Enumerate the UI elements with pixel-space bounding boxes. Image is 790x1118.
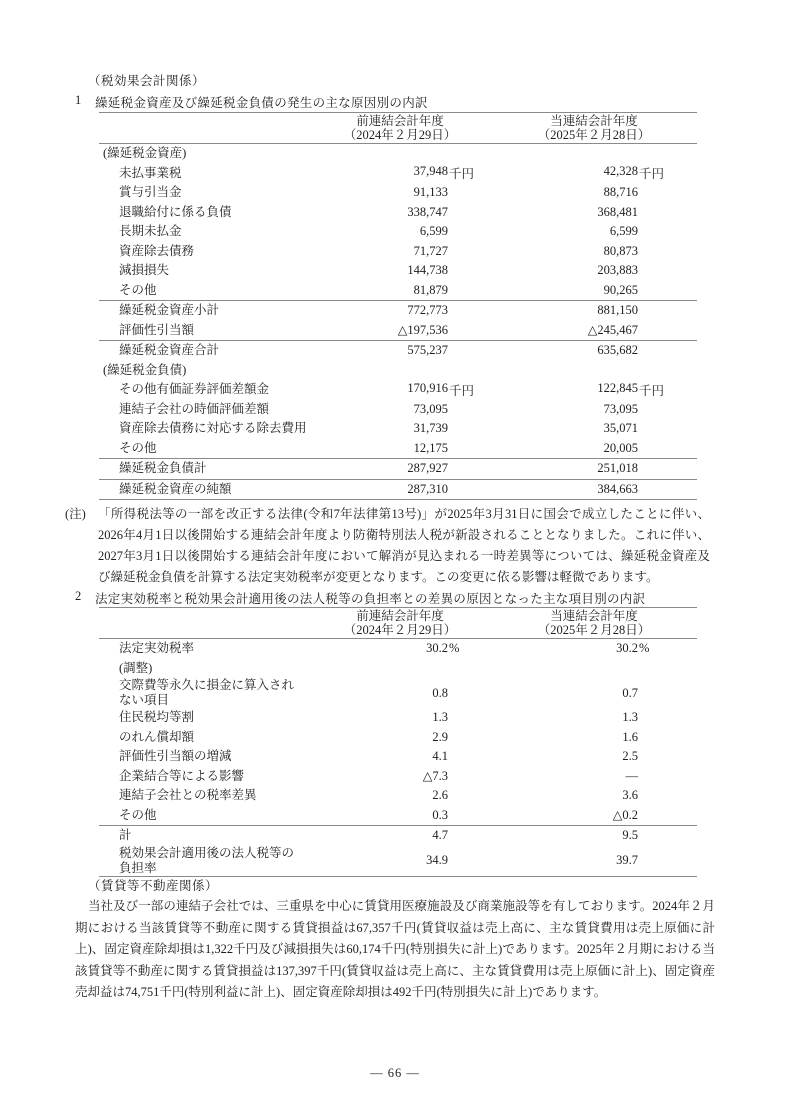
row-label: 繰延税金負債計 (119, 461, 207, 476)
tax-rate-reconciliation-table (99, 607, 697, 877)
page-number: — 66 — (370, 1066, 420, 1080)
row-label: のれん償却額 (119, 729, 195, 744)
value-unit (638, 482, 672, 497)
note-block (65, 504, 712, 588)
rental-property-paragraph: 当社及び一部の連結子会社では、三重県を中心に賃貸用医療施設及び商業施設等を有しております。2024年２月期における当該賃貸等不動産に関する賃貸損益は67,357千円(賃貸収益は売上高に、主な賃貸費用は売上原価に計上)、固定資産除却損は1,322千円及び減損損失は60,174千円(特別損失に計上)であります。2025年２月期における当該賃貸等不動産に関する賃貸損益は137,397千円(賃貸収益は売上高に、主な賃貸費用は売上原価に計上)、固定資産売却益は74,751千円(特別利益に計上)、固定資産除却損は492千円(特別損失に計上)であります。 (75, 899, 715, 999)
prior-year-value (302, 343, 482, 358)
value-number: 1.6 (622, 729, 638, 744)
prior-year-value (302, 303, 482, 318)
value-number: 12,175 (413, 440, 448, 455)
value-unit (448, 853, 482, 868)
value-unit (448, 749, 482, 764)
value-number: 635,682 (597, 343, 638, 358)
prior-year-value (302, 461, 482, 476)
prior-year-value (302, 730, 482, 745)
value-number: 37,948 (413, 164, 448, 179)
value-unit (638, 853, 672, 868)
value-number: △7.3 (422, 769, 448, 784)
section-heading-rental-property: （賃貸等不動産関係） (88, 879, 219, 893)
value-number: 39.7 (616, 853, 638, 867)
value-number: 80,873 (603, 243, 638, 258)
value-unit (638, 421, 672, 436)
value-unit (638, 769, 672, 784)
table-row (99, 380, 697, 400)
table-row (99, 786, 697, 806)
table-row (99, 767, 697, 787)
value-number: 2.5 (622, 749, 638, 764)
value-number: △0.2 (612, 808, 638, 823)
value-unit (448, 185, 482, 200)
prior-year-value (302, 853, 482, 868)
row-label: 住民税均等割 (119, 710, 195, 725)
table-row (99, 419, 697, 439)
prior-year-value (302, 244, 482, 259)
prior-year-value (302, 788, 482, 803)
current-year-value (516, 244, 672, 259)
column-header-prior-year-date: （2024年２月29日） (343, 128, 457, 142)
row-label: その他有価証券評価差額金 (119, 382, 270, 397)
value-unit (638, 828, 672, 843)
value-unit (448, 421, 482, 436)
current-year-value (516, 381, 672, 399)
prior-year-value (302, 164, 482, 182)
table-row (99, 708, 697, 728)
value-unit (638, 263, 672, 278)
table-row (99, 183, 697, 203)
value-unit: % (639, 641, 650, 656)
value-number: 287,927 (407, 461, 448, 476)
current-year-value (516, 402, 672, 417)
value-number: 81,879 (413, 282, 448, 297)
value-unit (638, 710, 672, 725)
value-number: 4.1 (432, 749, 448, 764)
value-number: 73,095 (603, 401, 638, 416)
row-label: (繰延税金負債) (103, 362, 187, 377)
value-unit (638, 283, 672, 298)
prior-year-value (302, 421, 482, 436)
column-header-current-year-date: （2025年２月28日） (537, 623, 651, 637)
table-row (99, 203, 697, 223)
value-unit (448, 244, 482, 259)
value-unit: % (449, 641, 460, 656)
row-label: (調整) (119, 660, 153, 675)
current-year-value (516, 185, 672, 200)
row-label: 計 (119, 828, 132, 843)
value-unit (448, 322, 482, 338)
value-unit (638, 788, 672, 803)
row-label: 連結子会社との税率差異 (119, 788, 257, 803)
value-unit (638, 461, 672, 476)
row-label: 減損損失 (119, 263, 170, 278)
item1-title-row (75, 93, 428, 111)
row-label: 繰延税金資産小計 (119, 303, 220, 318)
current-year-value (516, 263, 672, 278)
table-row (99, 261, 697, 281)
table-row (99, 459, 697, 480)
prior-year-value (302, 381, 482, 399)
prior-year-value (302, 828, 482, 843)
item2-title: 法定実効税率と税効果会計適用後の法人税等の負担率との差異の原因となった主な項目別の内訳 (95, 592, 646, 606)
prior-year-value (302, 263, 482, 278)
value-number: 4.7 (432, 828, 448, 843)
current-year-value (516, 205, 672, 220)
value-number: 772,773 (407, 303, 448, 318)
prior-year-value (302, 768, 482, 784)
value-number: 2.9 (432, 729, 448, 744)
value-number: 34.9 (426, 853, 448, 867)
value-number: 71,727 (413, 243, 448, 258)
value-unit (638, 749, 672, 764)
deferred-tax-table-body (99, 144, 697, 500)
value-unit (448, 482, 482, 497)
table-section-row (99, 659, 697, 679)
value-number: 88,716 (603, 185, 638, 200)
prior-year-value (302, 205, 482, 220)
table-row (99, 301, 697, 321)
value-unit (448, 205, 482, 220)
prior-year-value (302, 402, 482, 417)
value-number: 287,310 (407, 481, 448, 496)
value-number: 1.3 (432, 710, 448, 725)
current-year-value (516, 461, 672, 476)
value-number: 6,599 (419, 224, 448, 239)
value-number: 0.3 (432, 807, 448, 822)
value-number: 6,599 (609, 224, 638, 239)
value-number: 122,845 (597, 380, 638, 395)
current-year-value (516, 164, 672, 182)
column-header-current-year (498, 114, 690, 142)
note-text: 「所得税法等の一部を改正する法律(令和7年法律第13号)」が2025年3月31日に国会で成立したことに伴い、2026年4月1日以後開始する連結会計年度より防衛特別法人税が新設されることとなりました。これに伴い、2027年3月1日以後開始する連結会計年度において解消が見込まれる一時差異等については、繰延税金資産及び繰延税金負債を計算する法定実効税率が変更となります。この変更に依る影響は軽微であります。 (98, 507, 710, 584)
row-label: 繰延税金資産の純額 (119, 481, 232, 496)
current-year-value (516, 788, 672, 803)
value-number: △245,467 (587, 323, 638, 338)
value-unit (448, 461, 482, 476)
value-unit (638, 224, 672, 239)
value-number: 338,747 (407, 204, 448, 219)
current-year-value (516, 730, 672, 745)
value-number: 90,265 (603, 282, 638, 297)
value-number: 0.8 (432, 685, 448, 700)
prior-year-value (302, 686, 482, 701)
table-row (99, 341, 697, 361)
row-label: 賞与引当金 (119, 185, 182, 200)
value-number: 384,663 (597, 481, 638, 496)
value-unit (638, 441, 672, 456)
prior-year-value (302, 185, 482, 200)
value-number: ― (625, 768, 638, 783)
value-unit (638, 686, 672, 701)
table-row (99, 281, 697, 302)
value-unit (448, 768, 482, 784)
section-heading-tax-effect: （税効果会計関係） (88, 74, 206, 88)
value-unit (448, 788, 482, 803)
column-header-prior-year-label: 前連結会計年度 (356, 609, 444, 623)
value-unit (448, 730, 482, 745)
prior-year-value (302, 283, 482, 298)
value-number: 203,883 (597, 263, 638, 278)
value-unit (448, 283, 482, 298)
table-row (99, 480, 697, 501)
value-unit (638, 322, 672, 338)
row-label: その他 (119, 282, 157, 297)
value-unit (638, 343, 672, 358)
current-year-value (516, 853, 672, 868)
item1-number: 1 (75, 93, 82, 107)
row-label: 法定実効税率 (119, 641, 195, 656)
table-row (99, 639, 697, 659)
header-spacer (99, 114, 302, 142)
row-label: その他 (119, 807, 157, 822)
value-unit (638, 730, 672, 745)
header-spacer (99, 609, 302, 637)
row-label: 資産除去債務に対応する除去費用 (119, 421, 307, 436)
column-header-current-year-label: 当連結会計年度 (550, 114, 638, 128)
table-row (99, 846, 697, 877)
current-year-value (516, 828, 672, 843)
value-number: 73,095 (413, 401, 448, 416)
prior-year-value (302, 322, 482, 338)
value-unit (448, 263, 482, 278)
table-row (99, 806, 697, 827)
value-unit (448, 224, 482, 239)
value-number: 575,237 (407, 343, 448, 358)
value-number: 2.6 (432, 788, 448, 803)
value-number: 91,133 (413, 185, 448, 200)
value-number: 251,018 (597, 461, 638, 476)
prior-year-value (302, 482, 482, 497)
value-number: 30.2 (426, 641, 448, 656)
value-number: 368,481 (597, 204, 638, 219)
current-year-value (516, 749, 672, 764)
table-row (99, 400, 697, 420)
value-unit (448, 441, 482, 456)
table-row (99, 728, 697, 748)
row-label: 税効果会計適用後の法人税等の 負担率 (119, 845, 295, 875)
row-label: (繰延税金資産) (103, 146, 187, 161)
value-unit (448, 686, 482, 701)
value-unit (448, 828, 482, 843)
value-unit (448, 343, 482, 358)
value-number: 0.7 (622, 685, 638, 700)
column-header-prior-year (302, 609, 498, 637)
tax-rate-table-header (99, 607, 697, 639)
deferred-tax-table-header (99, 112, 697, 144)
value-unit (638, 402, 672, 417)
column-header-current-year-label: 当連結会計年度 (550, 609, 638, 623)
value-unit (448, 402, 482, 417)
value-number: 170,916 (407, 380, 448, 395)
table-row (99, 439, 697, 460)
current-year-value (516, 224, 672, 239)
row-label: その他 (119, 440, 157, 455)
row-label: 連結子会社の時価評価差額 (119, 401, 270, 416)
value-unit: 千円 (449, 383, 475, 398)
row-label: 長期未払金 (119, 224, 182, 239)
value-number: 42,328 (603, 164, 638, 179)
note-label: (注) (65, 507, 86, 521)
value-number: 20,005 (603, 440, 638, 455)
value-unit (448, 303, 482, 318)
current-year-value (516, 322, 672, 338)
value-number: 31,739 (413, 421, 448, 436)
deferred-tax-table (99, 112, 697, 500)
current-year-value (516, 303, 672, 318)
current-year-value (516, 421, 672, 436)
item2-title-row (75, 589, 645, 607)
value-number: 35,071 (603, 421, 638, 436)
table-section-row (99, 144, 697, 164)
current-year-value (516, 686, 672, 701)
current-year-value (516, 441, 672, 456)
value-number: 30.2 (616, 641, 638, 656)
row-label: 交際費等永久に損金に算入され ない項目 (119, 678, 295, 707)
value-unit: 千円 (639, 383, 665, 398)
table-row (99, 826, 697, 846)
row-label: 資産除去債務 (119, 243, 195, 258)
value-number: 144,738 (407, 263, 448, 278)
table-row (99, 164, 697, 184)
value-unit (448, 710, 482, 725)
table-row (99, 678, 697, 708)
current-year-value (516, 641, 672, 656)
row-label: 繰延税金資産合計 (119, 343, 220, 358)
prior-year-value (302, 808, 482, 823)
prior-year-value (302, 641, 482, 656)
value-number: 9.5 (622, 828, 638, 843)
value-unit (638, 244, 672, 259)
current-year-value (516, 769, 672, 784)
prior-year-value (302, 224, 482, 239)
row-label: 未払事業税 (119, 165, 182, 180)
column-header-prior-year-date: （2024年２月29日） (343, 623, 457, 637)
table-row (99, 222, 697, 242)
value-number: △197,536 (397, 323, 448, 338)
row-label: 退職給付に係る負債 (119, 204, 232, 219)
value-number: 1.3 (622, 710, 638, 725)
prior-year-value (302, 441, 482, 456)
value-unit: 千円 (449, 167, 475, 182)
row-label: 評価性引当額の増減 (119, 749, 232, 764)
table-row (99, 747, 697, 767)
current-year-value (516, 343, 672, 358)
table-row (99, 242, 697, 262)
table-row (99, 321, 697, 342)
column-header-prior-year-label: 前連結会計年度 (356, 114, 444, 128)
row-label: 評価性引当額 (119, 322, 195, 337)
current-year-value (516, 482, 672, 497)
item2-number: 2 (75, 589, 82, 603)
prior-year-value (302, 749, 482, 764)
item1-title: 繰延税金資産及び繰延税金負債の発生の主な原因別の内訳 (95, 96, 428, 110)
column-header-prior-year (302, 114, 498, 142)
value-unit: 千円 (639, 167, 665, 182)
value-unit (638, 807, 672, 823)
prior-year-value (302, 710, 482, 725)
table-section-row (99, 361, 697, 381)
column-header-current-year (498, 609, 690, 637)
value-unit (638, 303, 672, 318)
tax-rate-table-body (99, 639, 697, 877)
column-header-current-year-date: （2025年２月28日） (537, 128, 651, 142)
value-unit (638, 205, 672, 220)
value-number: 881,150 (597, 303, 638, 318)
current-year-value (516, 710, 672, 725)
current-year-value (516, 807, 672, 823)
row-label: 企業結合等による影響 (119, 768, 245, 783)
value-unit (448, 808, 482, 823)
value-number: 3.6 (622, 788, 638, 803)
value-unit (638, 185, 672, 200)
current-year-value (516, 283, 672, 298)
